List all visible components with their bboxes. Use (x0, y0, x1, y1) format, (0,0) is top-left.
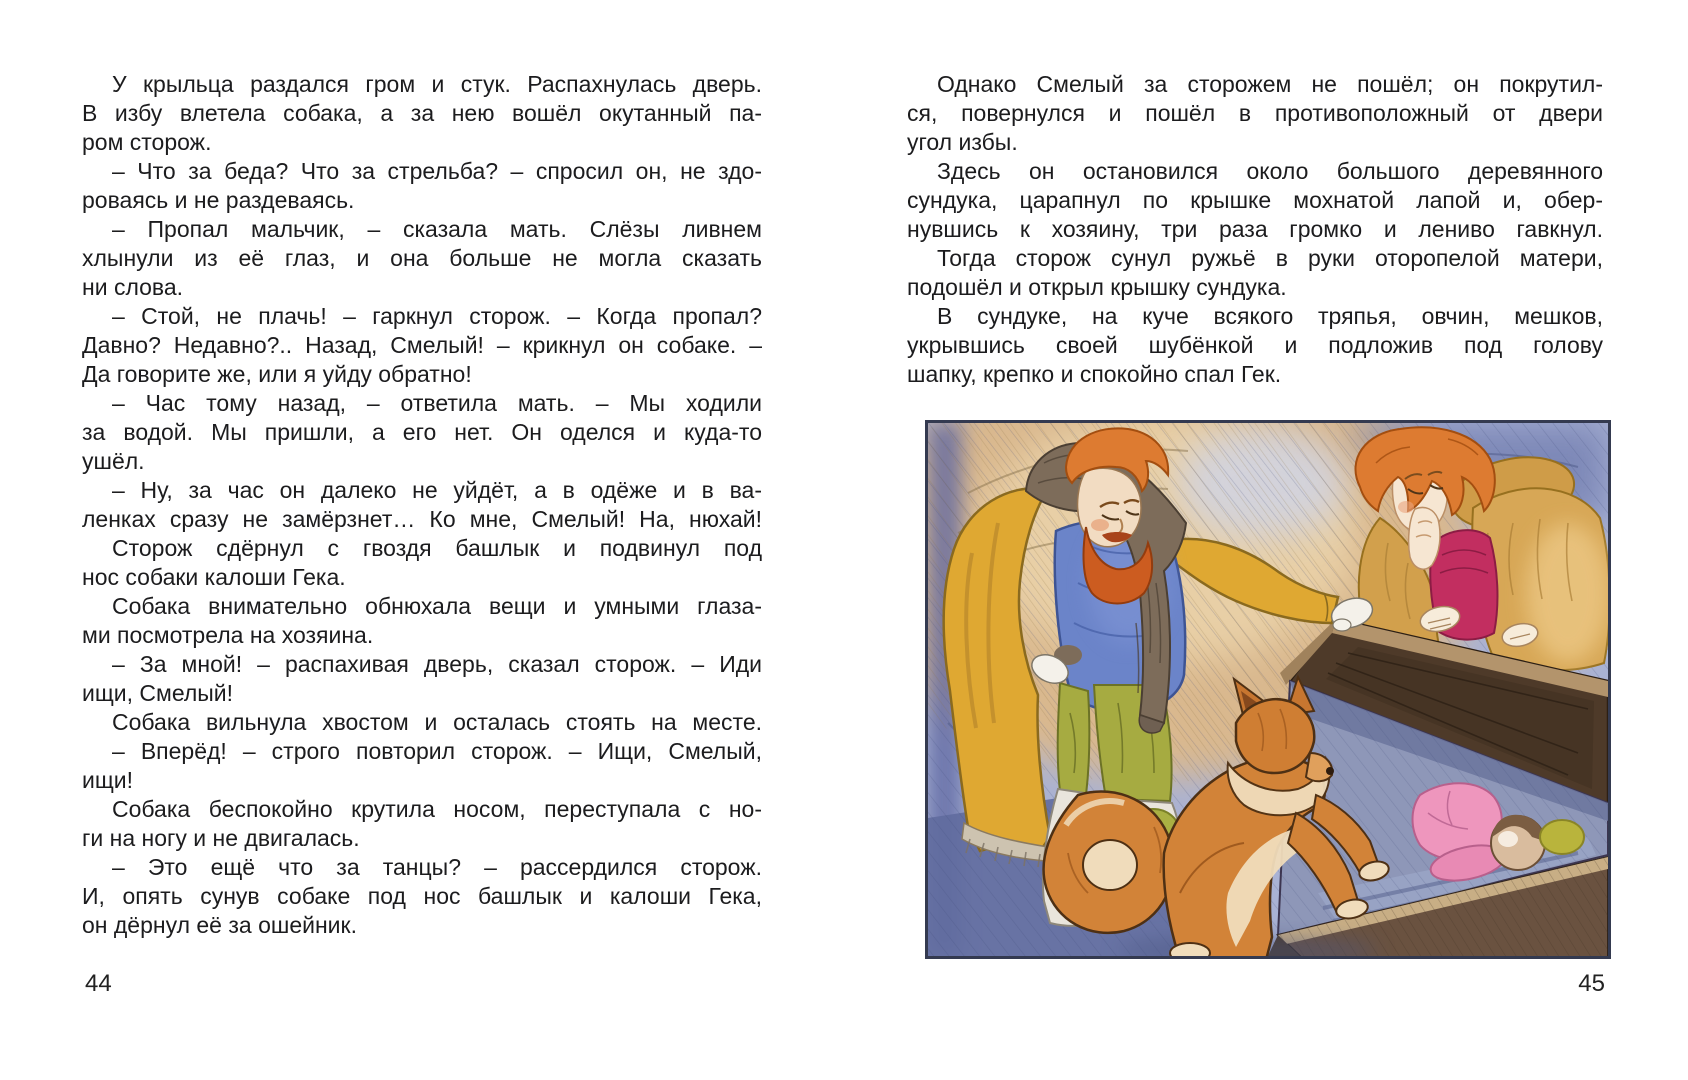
text-line: Давно? Недавно?.. Назад, Смелый! – крикнул он собаке. – (82, 332, 762, 358)
text-line: Тогда сторож сунул ружьё в руки оторопелой матери, (937, 245, 1603, 271)
text-line: нос собаки калоши Гека. (82, 564, 346, 590)
text-line: – Пропал мальчик, – сказала мать. Слёзы ливнем (112, 216, 762, 242)
text-line: подошёл и открыл крышку сундука. (907, 274, 1287, 300)
text-line: ни слова. (82, 274, 184, 300)
text-line: – Вперёд! – строго повторил сторож. – Ищи, Смелый, (112, 738, 762, 764)
text-line: ги на ногу и не двигалась. (82, 825, 360, 851)
text-line: Здесь он остановился около большого деревянного (937, 158, 1603, 184)
paragraph (82, 737, 762, 795)
text-line: ищи! (82, 767, 134, 793)
text-line: – Стой, не плачь! – гаркнул сторож. – Когда пропал? (112, 303, 762, 329)
text-line: ленках сразу не замёрзнет… Ко мне, Смелый! На, нюхай! (82, 506, 762, 532)
text-line: В сундуке, на куче всякого тряпья, овчин, мешков, (937, 303, 1603, 329)
text-line: ся, повернулся и пошёл в противоположный от двери (907, 100, 1603, 126)
text-line: В избу влетела собака, а за нею вошёл окутанный па- (82, 100, 762, 126)
text-line: шапку, крепко и спокойно спал Гек. (907, 361, 1282, 387)
text-line: – Что за беда? Что за стрельба? – спросил он, не здо- (112, 158, 762, 184)
paragraph (82, 534, 762, 592)
text-line: Собака внимательно обнюхала вещи и умными глаза- (112, 593, 762, 619)
paragraph (82, 650, 762, 708)
paragraph (82, 592, 762, 650)
paragraph (82, 795, 762, 853)
paragraph (82, 853, 762, 940)
paragraph (82, 302, 762, 389)
dog-head (1236, 699, 1314, 773)
cap (1540, 820, 1584, 854)
page-number-right: 45 (1578, 970, 1605, 997)
hand-at-mouth (1409, 507, 1440, 569)
story-illustration (925, 420, 1611, 959)
green-pants (1058, 683, 1090, 795)
paragraph (907, 244, 1603, 302)
text-line: Собака вильнула хвостом и осталась стоять на месте. (112, 709, 762, 735)
paragraph (82, 70, 762, 157)
page-number-left: 44 (85, 970, 112, 997)
text-line: ром сторож. (82, 129, 212, 155)
text-line: сундука, царапнул по крышке мохнатой лапой и, обер- (907, 187, 1603, 213)
text-line: роваясь и не раздеваясь. (82, 187, 355, 213)
paragraph (907, 302, 1603, 389)
paragraph (82, 215, 762, 302)
text-line: он дёрнул её за ошейник. (82, 912, 357, 938)
text-line: И, опять сунув собаке под нос башлык и калоши Гека, (82, 883, 762, 909)
text-line: Однако Смелый за сторожем не пошёл; он покрутил- (937, 71, 1603, 97)
text-line: Да говорите же, или я уйду обратно! (82, 361, 472, 387)
text-line: укрывшись своей шубёнкой и подложив под голову (907, 332, 1603, 358)
text-line: ушёл. (82, 448, 145, 474)
text-line: хлынули из её глаз, и она больше не могла сказать (82, 245, 762, 271)
illustration-svg (928, 423, 1608, 956)
paragraph (82, 476, 762, 534)
paragraph (82, 389, 762, 476)
text-line: ищи, Смелый! (82, 680, 234, 706)
text-line: У крыльца раздался гром и стук. Распахнулась дверь. (112, 71, 762, 97)
text-line: Сторож сдёрнул с гвоздя башлык и подвинул под (112, 535, 762, 561)
paragraph (82, 708, 762, 737)
text-line: – Ну, за час он далеко не уйдёт, а в одёже и в ва- (112, 477, 762, 503)
text-line: за водой. Мы пришли, а его нет. Он оделся и куда-то (82, 419, 762, 445)
paragraph (907, 157, 1603, 244)
paragraph (907, 70, 1603, 157)
text-line: – За мной! – распахивая дверь, сказал сторож. – Иди (112, 651, 762, 677)
text-line: нувшись к хозяину, три раза громко и лениво гавкнул. (907, 216, 1603, 242)
paragraph (82, 157, 762, 215)
left-page-text (82, 70, 762, 940)
text-line: – Час тому назад, – ответила мать. – Мы ходили (112, 390, 762, 416)
text-line: – Это ещё что за танцы? – рассердился сторож. (112, 854, 762, 880)
right-page-text (907, 70, 1603, 389)
text-line: Собака беспокойно крутила носом, переступала с но- (112, 796, 762, 822)
text-line: угол избы. (907, 129, 1018, 155)
text-line: ми посмотрела на хозяина. (82, 622, 374, 648)
